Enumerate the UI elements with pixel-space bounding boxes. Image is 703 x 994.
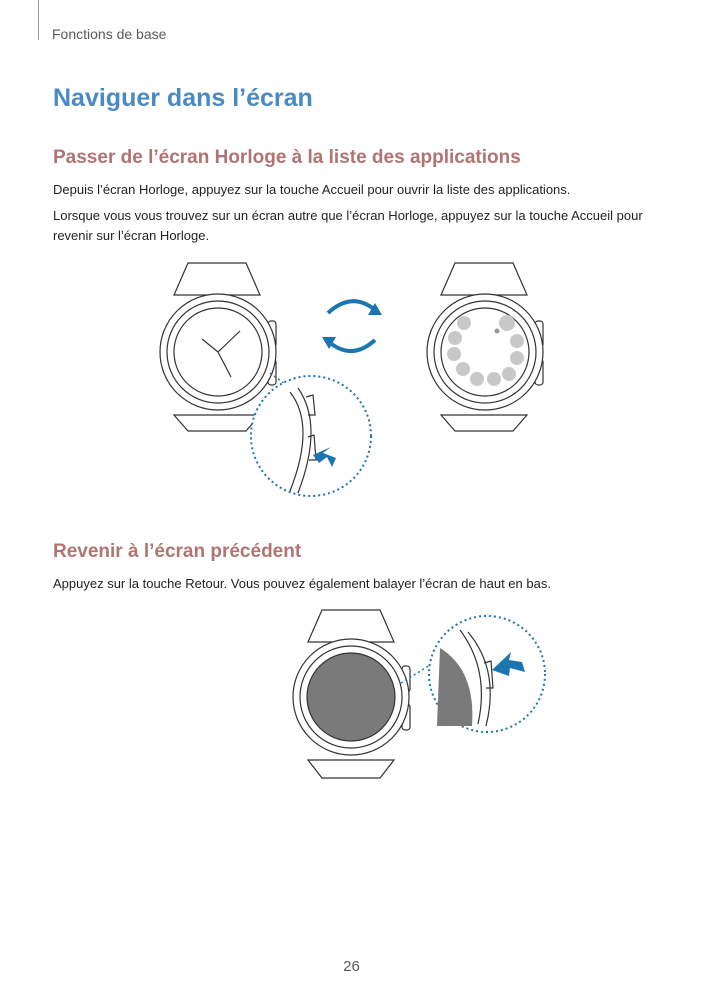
figure-back-key (0, 600, 703, 800)
switch-arrows-icon (322, 301, 382, 351)
section-heading-home: Passer de l’écran Horloge à la liste des applications (53, 147, 521, 168)
zoom-callout-back-key (401, 616, 545, 732)
header-rule (38, 0, 39, 40)
paragraph-back-1: Appuyez sur la touche Retour. Vous pouvez également balayer l’écran de haut en bas. (53, 576, 551, 591)
zoom-callout-home-key (251, 373, 371, 496)
paragraph-home-2: Lorsque vous vous trouvez sur un écran autre que l’écran Horloge, appuyez sur la touche Accueil pour revenir sur l’écran Horloge. (53, 208, 643, 243)
running-header: Fonctions de base (52, 26, 167, 42)
watch-clock-illustration (160, 263, 276, 431)
figure-home-key (0, 255, 703, 505)
section-heading-back: Revenir à l’écran précédent (53, 541, 302, 562)
page-title: Naviguer dans l’écran (53, 84, 313, 112)
watch-apps-illustration (427, 263, 543, 431)
paragraph-home-1: Depuis l’écran Horloge, appuyez sur la touche Accueil pour ouvrir la liste des applications. (53, 182, 571, 197)
page-number: 26 (343, 958, 360, 975)
watch-back-illustration (293, 610, 410, 778)
